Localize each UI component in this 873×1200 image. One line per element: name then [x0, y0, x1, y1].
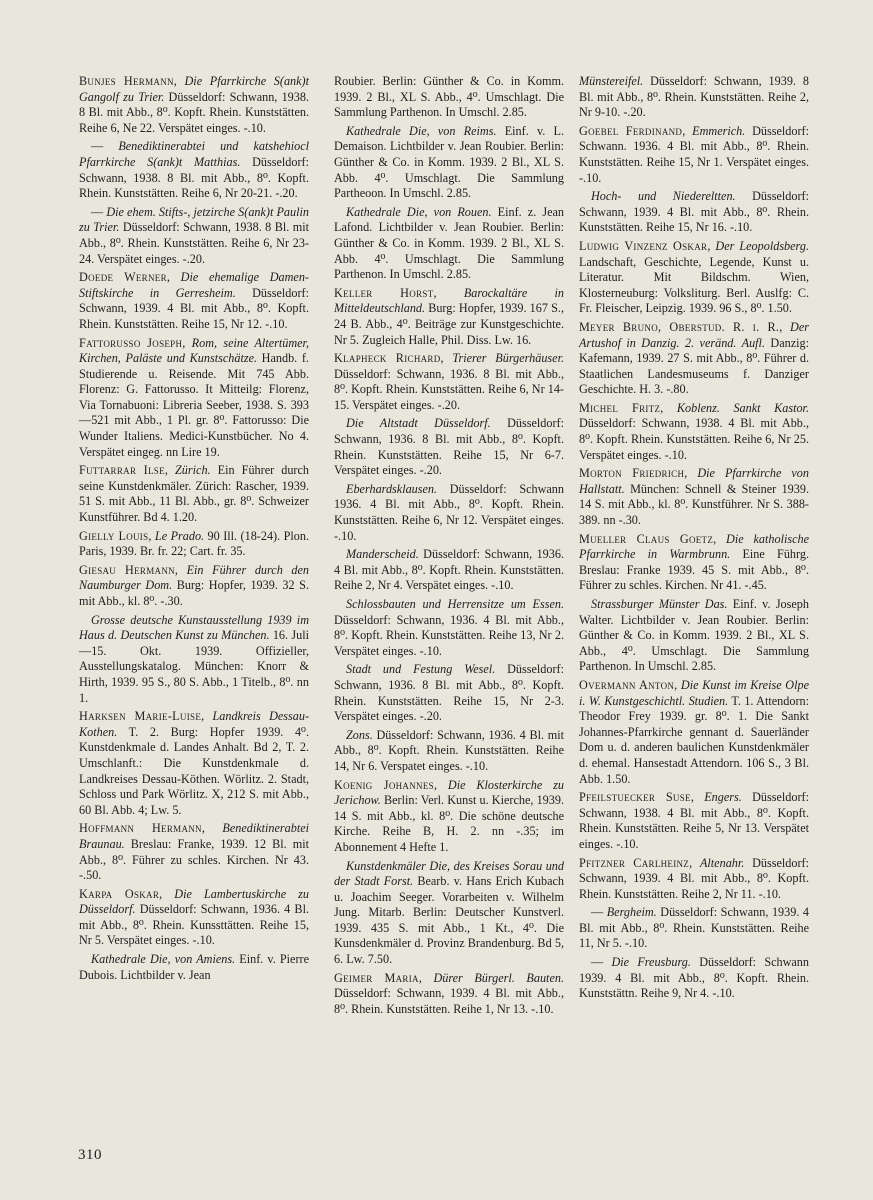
catalog-entry — [579, 790, 809, 852]
entry-text: Handb. f. Studierende u. Reisende. Mit 745 Abb. Florenz: G. Fattorusso. It Mitteilg: Florenz, Via Tornabuoni: Libreria Seeber, 1938. S. 393—521 mit Abb., 1 Pl. gr. 8⁰. Fattorusso: Die Wunder Italiens. Medici-Kunstbücher. No 4. Verspätet eingeg. nn Lire 19. — [79, 351, 309, 459]
catalog-entry — [334, 859, 564, 968]
entry-text: , — [660, 400, 677, 415]
entry-title: Bergheim. — [606, 905, 657, 920]
entry-author: Gielly Louis — [79, 528, 149, 543]
entry-author: Pfeilstuecker Suse — [579, 790, 691, 805]
entry-text: , — [684, 466, 698, 481]
entry-text: Düsseldorf: Schwann, 1939. 8 Bl. mit Abb., 8⁰. Rhein. Kunststätten. Reihe 2, Nr 9-10. -.20. — [579, 74, 809, 120]
entry-text: , — [682, 123, 693, 138]
entry-title: Stadt und Festung Wesel. — [346, 662, 496, 677]
entry-title: Grosse deutsche Kunstausstellung 1939 im Haus d. Deutschen Kunst zu München. — [79, 612, 309, 643]
entry-title: Zürich. — [175, 463, 211, 478]
entry-text: , — [166, 270, 181, 285]
catalog-entry — [79, 821, 309, 883]
entry-title: Die katholische Pfarrkirche in Warmbrunn. — [579, 531, 809, 562]
entry-author: Karpa Oskar — [79, 886, 160, 901]
entry-author: Futtarrar Ilse — [79, 463, 165, 478]
entry-text: Roubier. Berlin: Günther & Co. in Komm. 1939. 2 Bl., XL S. Abb., 4⁰. Umschlagt. Die Sammlung Parthenon. In Umschl. 2.85. — [334, 74, 564, 120]
catalog-entry — [334, 416, 564, 478]
entry-title: Die Altstadt Düsseldorf. — [346, 416, 491, 431]
entry-text: Düsseldorf: Schwann, 1939. 4 Bl. mit Abb., 8⁰. Rhein. Kunststätten. Reihe 11, Nr 5. -.10. — [579, 905, 810, 951]
entry-text: 16. Juli—15. Okt. 1939. Offizieller, Ausstellungskatalog. München: Knorr & Hirth, 1939. 95 S., 80 S. Abb., 1 Titelb., 8⁰. nn 1. — [79, 628, 309, 705]
catalog-entry — [579, 239, 809, 317]
entry-author: Fattorusso Joseph — [79, 335, 183, 350]
entry-text: , — [173, 74, 185, 88]
catalog-entry — [579, 532, 809, 594]
entry-text: — — [591, 955, 612, 970]
entry-text: Düsseldorf: Schwann, 1936. 8 Bl. mit Abb., 8⁰. Kopft. Rhein. Kunststätten. Reihe 15, Nr 2-3. Verspätet einges. -.20. — [334, 662, 564, 724]
catalog-entry — [579, 74, 809, 121]
catalog-entry — [579, 466, 809, 528]
entry-title: Die ehemalige Damen-Stiftskirche in Gerresheim. — [79, 270, 309, 300]
entry-text: Danzig: Kafemann, 1939. 27 S. mit Abb., 8⁰. Führer d. Staatlichen Landesmuseums f. Danziger Geschichte. H. 3. -.80. — [579, 335, 809, 397]
entry-text: , — [779, 319, 791, 334]
page-number: 310 — [78, 1147, 102, 1163]
entry-title: Kathedrale Die, von Rouen. — [346, 204, 492, 219]
catalog-entry — [334, 205, 564, 283]
entry-text: , — [674, 677, 681, 692]
entry-text: — — [91, 204, 107, 219]
catalog-entry — [334, 971, 564, 1018]
entry-text: , — [164, 463, 176, 478]
entry-text: , — [418, 970, 434, 985]
entry-title: Die Kunst im Kreise Olpe i. W. Kunstgeschichtl. Studien. — [579, 677, 810, 708]
catalog-entry — [334, 124, 564, 202]
catalog-entry — [579, 678, 809, 787]
entry-text: Düsseldorf: Schwann, 1938. 8 Bl. mit Abb., 8⁰. Kopft. Rhein. Kunststätten. Reihe 6, Ne 22. Verspätet einges. -.10. — [79, 89, 309, 135]
entry-author: Overmann Anton — [579, 677, 675, 692]
entry-title: Trierer Bürgerhäuser. — [452, 351, 565, 366]
catalog-entry — [334, 547, 564, 594]
catalog-entry — [79, 74, 309, 136]
entry-title: Barockaltäre in Mitteldeutschland. — [334, 285, 565, 316]
entry-text: , — [174, 562, 187, 577]
entry-title: Emmerich. — [692, 123, 746, 138]
entry-text: Düsseldorf: Schwann, 1938. 8 Bl. mit Abb., 8⁰. Rhein. Kunststätten. Reihe 6, Nr 23-24. Verspätet einges. -.20. — [79, 220, 309, 266]
entry-text: Düsseldorf: Schwann, 1936. 4 Bl. mit Abb., 8⁰. Rhein. Kunssttätten. Reihe 15, Nr 5. Verspätet einges. -.10. — [79, 902, 309, 948]
entry-title: Benediktinerabtei und katshehiocl Pfarrkirche S(ank)t Matthias. — [79, 139, 310, 169]
entry-text: Einf. v. Pierre Dubois. Lichtbilder v. Jean — [79, 952, 309, 982]
entry-text: , — [440, 351, 453, 366]
entry-text: Düsseldorf: Schwann, 1938. 4 Bl. mit Abb., 8⁰. Kopft. Rhein. Kunststätten. Reihe 5, Nr 13. Verspätet einges. -.10. — [579, 790, 809, 851]
entry-text: Düsseldorf: Schwann, 1936. 4 Bl. mit Abb., 8⁰. Kopft. Rhein. Kunststätten. Reihe 2, Nr 4. Verspätet einges. -.10. — [334, 547, 564, 593]
catalog-entry — [334, 286, 564, 348]
entry-title: Strassburger Münster Das. — [591, 597, 728, 611]
entry-text: Ein Führer durch seine Kunstdenkmäler. Zürich: Rascher, 1939. 51 S. mit Abb., 11 Bl. Abb., gr. 8⁰. Schweizer Kunstführer. Bd 4. 1.20. — [79, 463, 309, 525]
entry-text: Landschaft, Geschichte, Legende, Kunst u. Literatur. Mit Bildschm. Wien, Klosterneuburg: Volksliturg. Berl. Auslfg: C. Fr. Fleischer, Leipzig. 1939. 96 S., 8⁰. 1.50. — [579, 254, 809, 316]
entry-text: T. 1. Attendorn: Theodor Frey 1939. gr. 8⁰. 1. Die Sankt Johannes-Pfarrkirche gennant d. Sauerländer Dom u. d. anderen baulichen Kunstdenkmäler d. ehemal. Hansestadt Attendorn. 106 S., 3 Bl. Abb. 1.50. — [579, 693, 809, 786]
entry-title: Dürer Bürgerl. Bauten. — [433, 970, 564, 985]
catalog-entry — [79, 205, 309, 267]
entry-title: Kathedrale Die, von Reims. — [346, 123, 497, 138]
catalog-entry — [579, 905, 809, 952]
entry-title: Schlossbauten und Herrensitze um Essen. — [346, 597, 564, 611]
entry-text: — — [591, 905, 607, 920]
catalog-entry — [334, 662, 564, 724]
column-middle — [334, 74, 564, 1020]
entry-text: , — [148, 528, 155, 543]
entry-text: , — [201, 709, 213, 724]
entry-text: Düsseldorf: Schwann 1936. 4 Bl. mit Abb., 8⁰. Kopft. Rhein. Kunststätten. Reihe 6, Nr 12. Verspätet einges. -.10. — [334, 481, 564, 543]
catalog-entry — [334, 74, 564, 121]
entry-author: Pfitzner Carlheinz — [579, 855, 690, 870]
catalog-entry — [579, 189, 809, 236]
column-right — [579, 74, 809, 1005]
catalog-entry — [579, 856, 809, 903]
entry-author: Doede Werner — [79, 270, 167, 285]
entry-text: , — [182, 335, 192, 350]
entry-author: Bunjes Hermann — [79, 74, 174, 88]
entry-author: Giesau Hermann — [79, 562, 175, 577]
entry-text: Düsseldorf: Schwann 1939. 4 Bl. mit Abb., 8⁰. Kopft. Rhein. Kunststättn. Reihe 9, Nr 4. -.10. — [579, 955, 809, 1001]
entry-text: , — [689, 855, 700, 870]
entry-text: Düsseldorf: Schwann, 1938. 4 Bl. mit Abb., 8⁰. Kopft. Rhein. Kunststätten. Reihe 6, Nr 25. Verspätet einges. -.10. — [579, 416, 809, 462]
entry-title: Ein Führer durch den Naumburger Dom. — [79, 562, 310, 593]
entry-text: , — [433, 285, 464, 300]
entry-text: Düsseldorf: Schwann, 1939. 4 Bl. mit Abb., 8⁰. Rhein. Kunststätten. Reihe 1, Nr 13. -.10. — [334, 986, 564, 1016]
column-left — [79, 74, 309, 986]
entry-title: Münstereifel. — [579, 74, 644, 88]
entry-text: — — [91, 139, 119, 154]
entry-title: Die ehem. Stifts-, jetzirche S(ank)t Paulin zu Trier. — [79, 204, 309, 235]
entry-title: Eberhardsklausen. — [346, 481, 438, 496]
entry-text: Düsseldorf: Schwann, 1936. 4 Bl. mit Abb., 8⁰. Kopft. Rhein. Kunststätten. Reihe 14, Nr 6. Verspatet einges. -.10. — [334, 727, 564, 773]
entry-title: Le Prado. — [154, 528, 205, 543]
entry-text: , — [707, 238, 716, 253]
entry-text: Breslau: Franke, 1939. 12 Bl. mit Abb., 8⁰. Führer zu schles. Kirchen. Nr 43. -.50. — [79, 836, 309, 883]
catalog-entry — [579, 320, 809, 398]
catalog-entry — [334, 778, 564, 856]
entry-title: Engers. — [704, 790, 742, 805]
entry-text: T. 2. Burg: Hopfer 1939. 4⁰. Kunstdenkmale d. Landes Anhalt. Bd 2, T. 2. Umschlanft.: Die Kunstdenkmale d. Landkreises Dessau-Köthen. Wörlitz. 2. Stadt, Schloss und Park Wörlitz. X, 212 S. mit Abb., 60 Bl. Abb. 4; Lw. 5. — [79, 724, 309, 817]
entry-text: Düsseldorf: Schwann, 1938. 8 Bl. mit Abb., 8⁰. Kopft. Rhein. Kunststätten. Reihe 6, Nr 20-21. -.20. — [79, 154, 310, 201]
entry-text: Bearb. v. Hans Erich Kubach u. Joachim Seeger. Vorarbeiten v. Wilhelm Jung. Mitarb. Berlin: Deutscher Kunstverl. 1939. 435 S. mit Abb., 1 Kt., 4⁰. Die Kunsdenkmäler d. Provinz Brandenburg. Bd 5, 6. Lw. 7.50. — [334, 874, 564, 967]
entry-author: Morton Friedrich — [579, 466, 685, 481]
catalog-entry — [79, 563, 309, 610]
entry-text: Düsseldorf: Schwann, 1936. 8 Bl. mit Abb., 8⁰. Kopft. Rhein. Kunststätten. Reihe 15, Nr 6-7. Verspätet einges. -.20. — [334, 416, 564, 478]
catalog-entry — [334, 351, 564, 413]
entry-title: Altenahr. — [699, 855, 745, 870]
entry-text: , — [713, 531, 727, 546]
catalog-entry — [334, 482, 564, 544]
entry-text: , — [433, 777, 448, 792]
catalog-entry — [79, 887, 309, 949]
entry-title: Benediktinerabtei Braunau. — [79, 821, 310, 851]
entry-author: Meyer Bruno, Oberstud. R. i. R. — [579, 319, 780, 334]
entry-title: Die Lambertuskirche zu Düsseldorf. — [79, 886, 310, 917]
catalog-entry — [79, 336, 309, 461]
entry-author: Goebel Ferdinand — [579, 123, 683, 138]
entry-author: Michel Fritz — [579, 400, 661, 415]
catalog-entry — [79, 139, 309, 201]
entry-title: Der Artushof in Danzig. 2. veränd. Aufl. — [579, 319, 810, 350]
entry-text: Berlin: Verl. Kunst u. Kierche, 1939. 14 S. mit Abb., kl. 8⁰. Die schöne deutsche Kirche. Reihe B, H. 2. nn -.35; im Abonnement 4 Hefte 1. — [334, 793, 564, 854]
entry-author: Geimer Maria — [334, 970, 419, 985]
entry-author: Keller Horst — [334, 285, 434, 300]
entry-title: Der Leopoldsberg. — [715, 238, 809, 253]
entry-text: Düsseldorf: Schwann, 1939. 4 Bl. mit Abb., 8⁰. Kopft. Rhein. Kunststätten. Reihe 2, Nr 11. -.10. — [579, 855, 810, 901]
catalog-entry — [334, 597, 564, 659]
entry-title: Rom, seine Altertümer, Kirchen, Paläste und Kunstschätze. — [79, 335, 309, 366]
entry-text: Düsseldorf: Schwann, 1939. 4 Bl. mit Abb., 8⁰. Rhein. Kunststätten. Reihe 15, Nr 16. -.10. — [579, 189, 809, 235]
catalog-entry — [79, 463, 309, 525]
entry-title: Landkreis Dessau-Kothen. — [79, 709, 310, 739]
entry-text: 90 Ill. (18-24). Plon. Paris, 1939. Br. fr. 22; Cart. fr. 35. — [79, 528, 310, 559]
entry-author: Harksen Marie-Luise — [79, 709, 202, 724]
entry-text: Düsseldorf: Schwann. 1936. 4 Bl. mit Abb., 8⁰. Rhein. Kunststätten. Reihe 15, Nr 1. Verspätet einges. -.10. — [579, 123, 810, 185]
entry-text: München: Schnell & Steiner 1939. 14 S. mit Abb., kl. 8⁰. Kunstführer. Nr S. 388-389. nn -.30. — [579, 481, 809, 528]
entry-title: Die Freusburg. — [611, 955, 691, 970]
entry-text: Eine Führg. Breslau: Franke 1939. 45 S. mit Abb., 8⁰. Führer zu schles. Kirchen. Nr 41. -.45. — [579, 547, 809, 593]
catalog-entry — [579, 124, 809, 186]
catalog-entry — [79, 952, 309, 983]
entry-author: Mueller Claus Goetz — [579, 531, 714, 546]
entry-author: Ludwig Vinzenz Oskar — [579, 238, 708, 253]
entry-title: Die Klosterkirche zu Jerichow. — [334, 777, 565, 808]
entry-title: Die Pfarrkirche von Hallstatt. — [579, 466, 809, 496]
catalog-entry — [579, 401, 809, 463]
entry-text: Burg: Hopfer, 1939. 167 S., 24 B. Abb., 4⁰. Beiträge zur Kunstgeschichte. Nr 5. Zugleich Halle, Phil. Diss. Lw. 16. — [334, 301, 564, 347]
entry-text: , — [159, 886, 175, 901]
catalog-entry — [79, 529, 309, 560]
entry-text: , — [201, 821, 223, 836]
entry-text: Burg: Hopfer, 1939. 32 S. mit Abb., kl. 8⁰. -.30. — [79, 578, 309, 608]
entry-text: Düsseldorf: Schwann, 1939. 4 Bl. mit Abb., 8⁰. Kopft. Rhein. Kunststätten. Reihe 15, Nr 12. -.10. — [79, 285, 309, 331]
entry-title: Hoch- und Niedereltten. — [591, 189, 736, 204]
entry-text: Einf. v. Joseph Walter. Lichtbilder v. Jean Roubier. Berlin: Günther & Co. in Komm. 1939. 2 Bl., XL S. Abb., 4⁰. Umschlagt. Die Sammlung Parthenon. In Umschl. 2.85. — [579, 597, 809, 674]
catalog-entry — [79, 613, 309, 707]
entry-title: Kunstdenkmäler Die, des Kreises Sorau und der Stadt Forst. — [334, 858, 564, 889]
entry-title: Die Pfarrkirche S(ank)t Gangolf zu Trier. — [79, 74, 310, 104]
entry-author: Koenig Johannes — [334, 777, 434, 792]
catalog-entry — [79, 270, 309, 332]
entry-author: Hoffmann Hermann — [79, 821, 202, 836]
catalog-entry — [579, 597, 809, 675]
entry-author: Klapheck Richard — [334, 351, 441, 366]
entry-title: Koblenz. Sankt Kastor. — [676, 400, 809, 415]
entry-text: Düsseldorf: Schwann, 1936. 8 Bl. mit Abb., 8⁰. Kopft. Rhein. Kunststätten. Reihe 6, Nr 14-15. Verspätet einges. -.20. — [334, 366, 564, 412]
entry-text: Einf. z. Jean Lafond. Lichtbilder v. Jean Roubier. Berlin: Günther & Co. in Komm. 1939. 2 Bl., XL S. Abb. 4⁰. Umschlagt. Die Sammlung Parthenon. In Umschl. 2.85. — [334, 204, 564, 282]
entry-title: Kathedrale Die, von Amiens. — [91, 952, 236, 967]
catalog-entry — [579, 955, 809, 1002]
entry-text: , — [690, 790, 705, 805]
entry-text: Einf. v. L. Demaison. Lichtbilder v. Jean Roubier. Berlin: Günther & Co. in Komm. 1939. 2 Bl., XL S. Abb. 4⁰. Umschlagt. Die Sammlung Partheoon. In Umschl. 2.85. — [334, 123, 564, 201]
catalog-entry — [334, 728, 564, 775]
entry-text: Düsseldorf: Schwann, 1936. 4 Bl. mit Abb., 8⁰. Kopft. Rhein. Kunststätten. Reihe 13, Nr 2. Verspätet einges. -.10. — [334, 612, 564, 658]
entry-title: Zons. — [346, 727, 373, 742]
entry-title: Manderscheid. — [346, 547, 419, 562]
catalog-entry — [79, 709, 309, 818]
